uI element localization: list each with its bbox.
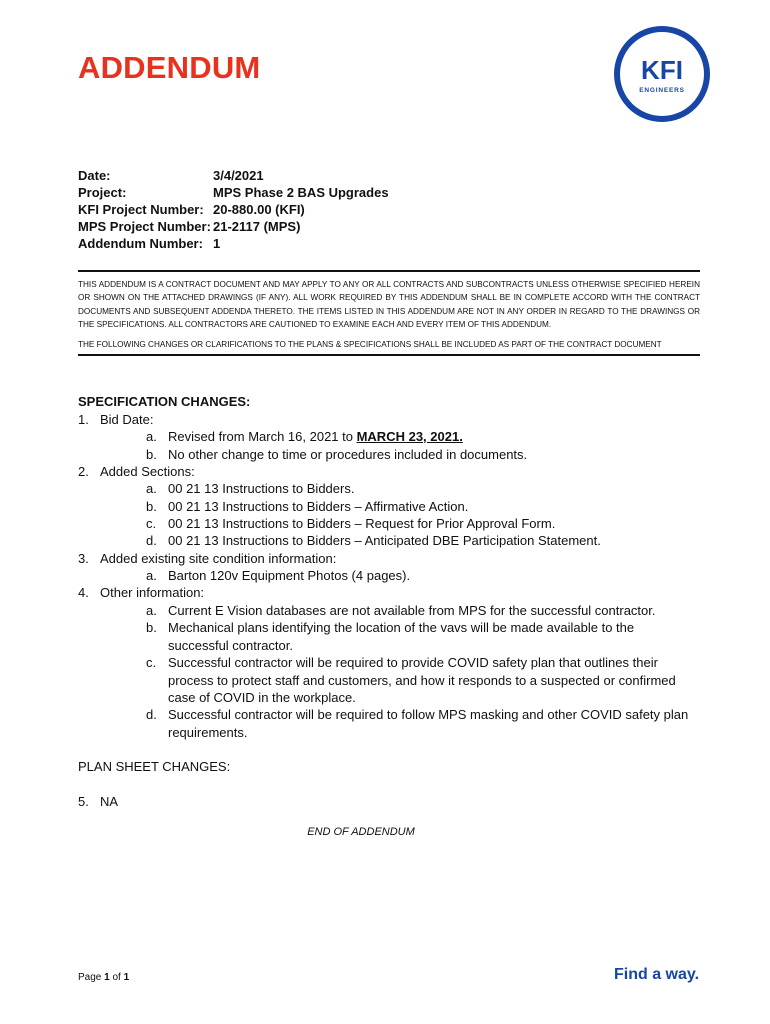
meta-label-kfi-number: KFI Project Number: <box>78 202 204 217</box>
subitem-letter: c. <box>146 516 157 531</box>
page-title: ADDENDUM <box>78 50 261 85</box>
subitem-letter: d. <box>146 533 157 548</box>
bid-date-emphasis: MARCH 23, 2021. <box>356 429 463 444</box>
subitem-letter: b. <box>146 447 157 462</box>
subitem-letter: b. <box>146 620 157 635</box>
meta-value-date: 3/4/2021 <box>213 168 264 183</box>
meta-label-addendum-number: Addendum Number: <box>78 236 203 251</box>
kfi-logo <box>612 24 712 124</box>
subitem-text: Mechanical plans identifying the location of the vavs will be made available to the successful contractor. <box>168 620 635 653</box>
meta-value-mps-number: 21-2117 (MPS) <box>213 219 301 234</box>
item-text: NA <box>100 794 119 809</box>
subitem-text: 00 21 13 Instructions to Bidders – Request for Prior Approval Form. <box>168 516 556 531</box>
subitem-text: No other change to time or procedures included in documents. <box>168 447 528 462</box>
subitem-text: Current E Vision databases are not available from MPS for the successful contractor. <box>168 603 656 618</box>
item-number: 1. <box>78 412 89 427</box>
divider-top <box>78 270 700 272</box>
item-number: 5. <box>78 794 89 809</box>
plan-heading: PLAN SHEET CHANGES: <box>78 759 231 774</box>
item-text: Other information: <box>100 585 205 600</box>
subitem-letter: a. <box>146 481 157 496</box>
subitem-text: Successful contractor will be required to provide COVID safety plan that outlines their process to protect staff and customers, and how it responds to a suspected or confirmed case of COVID in the workplace. <box>168 655 676 705</box>
end-of-addendum: END OF ADDENDUM <box>307 826 415 838</box>
subitem-letter: a. <box>146 568 157 583</box>
item-text: Bid Date: <box>100 412 154 427</box>
subitem-text: 00 21 13 Instructions to Bidders – Anticipated DBE Participation Statement. <box>168 533 601 548</box>
item-text: Added Sections: <box>100 464 195 479</box>
meta-value-project: MPS Phase 2 BAS Upgrades <box>213 185 389 200</box>
subitem-text: Successful contractor will be required to follow MPS masking and other COVID safety plan requirements. <box>168 707 689 740</box>
following-text: THE FOLLOWING CHANGES OR CLARIFICATIONS TO THE PLANS & SPECIFICATIONS SHALL BE INCLUDED AS PART OF THE CONTRACT DOCUMENT <box>78 340 662 349</box>
subitem-letter: a. <box>146 429 157 444</box>
subitem-text: Revised from March 16, 2021 to MARCH 23, 2021. <box>168 429 463 444</box>
meta-label-date: Date: <box>78 168 111 183</box>
meta-label-project: Project: <box>78 185 127 200</box>
item-text: Added existing site condition information: <box>100 551 337 566</box>
subitem-letter: b. <box>146 499 157 514</box>
page-number: Page 1 of 1 <box>78 972 130 983</box>
item-number: 3. <box>78 551 89 566</box>
meta-value-kfi-number: 20-880.00 (KFI) <box>213 202 305 217</box>
logo-subtext: ENGINEERS <box>639 87 685 94</box>
divider-bottom <box>78 354 700 356</box>
disclaimer-text: THIS ADDENDUM IS A CONTRACT DOCUMENT AND MAY APPLY TO ANY OR ALL CONTRACTS AND SUBCONTRACTS UNLESS OTHERWISE SPECIFIED HEREIN OR SHOWN ON THE ATTACHED DRAWINGS (IF ANY). ALL WORK REQUIRED BY THIS ADDENDUM SHALL BE IN COMPLETE ACCORD WITH THE CONTRACT DOCUMENTS AND SUBSEQUENT ADDENDA THERETO. THE ITEMS LISTED IN THIS ADDENDUM ARE NOT IN ANY ORDER IN REGARD TO THE DRAWINGS OR THE SPECIFICATIONS. ALL CONTRACTORS ARE CAUTIONED TO EXAMINE EACH AND EVERY ITEM OF THIS ADDENDUM. <box>78 280 700 330</box>
subitem-letter: a. <box>146 603 157 618</box>
logo-text: KFI <box>641 55 683 85</box>
slogan: Find a way. <box>614 966 700 983</box>
subitem-text: Barton 120v Equipment Photos (4 pages). <box>168 568 411 583</box>
item-number: 4. <box>78 585 89 600</box>
meta-label-mps-number: MPS Project Number: <box>78 219 211 234</box>
subitem-text: 00 21 13 Instructions to Bidders – Affirmative Action. <box>168 499 469 514</box>
meta-value-addendum-number: 1 <box>213 236 221 251</box>
subitem-letter: c. <box>146 655 157 670</box>
subitem-letter: d. <box>146 707 157 722</box>
item-number: 2. <box>78 464 89 479</box>
spec-heading: SPECIFICATION CHANGES: <box>78 394 251 409</box>
subitem-text: 00 21 13 Instructions to Bidders. <box>168 481 355 496</box>
